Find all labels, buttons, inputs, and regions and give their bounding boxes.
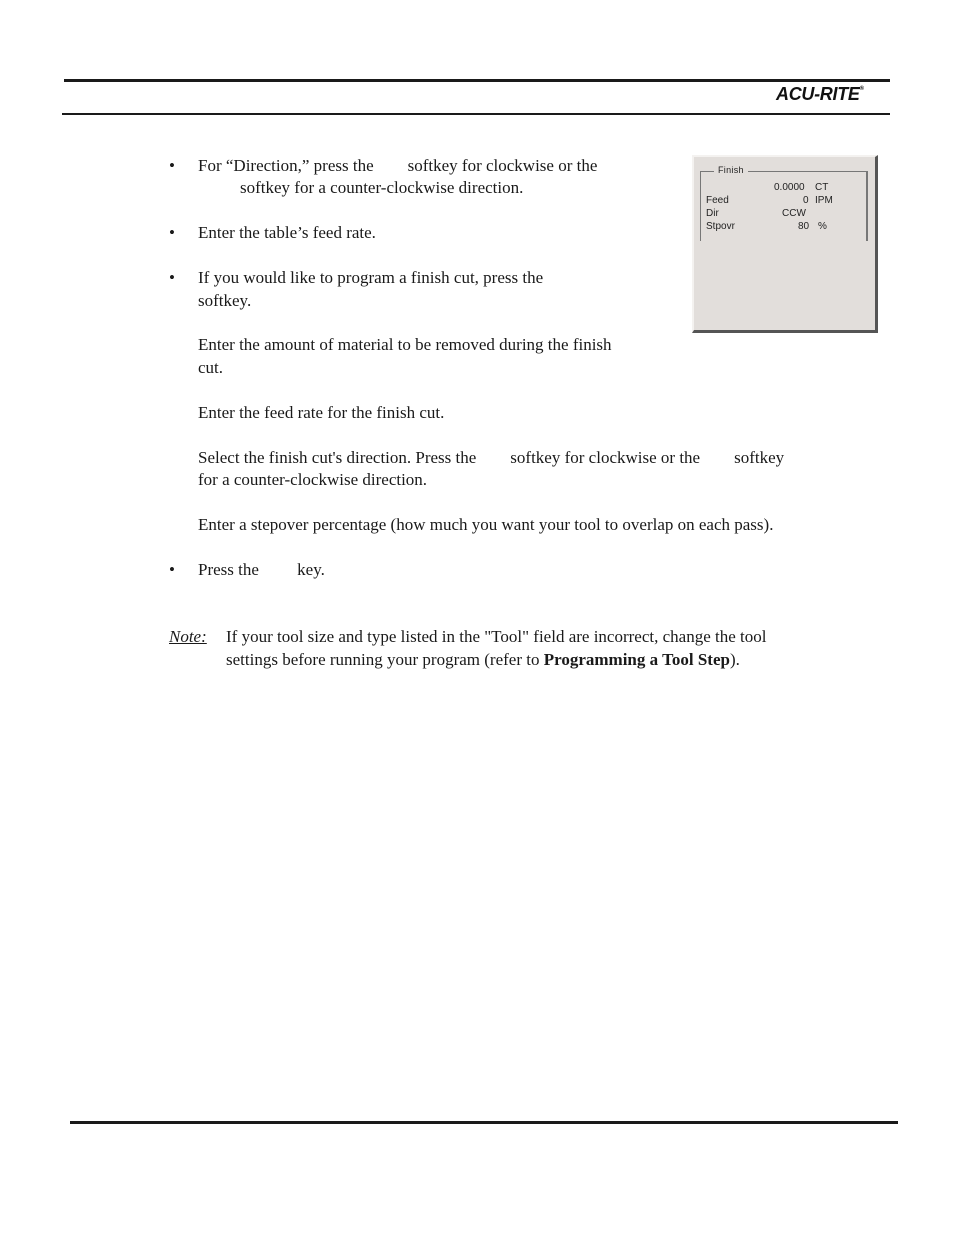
finish-screen-panel bbox=[692, 155, 878, 333]
direction-instruction-line2: softkey for a counter-clockwise direction. bbox=[240, 178, 524, 197]
header-rule-top bbox=[64, 79, 890, 82]
note-text-line2: settings before running your program (refer to Programming a Tool Step). bbox=[226, 650, 740, 669]
finish-feed-instruction: Enter the feed rate for the finish cut. bbox=[198, 403, 445, 422]
programming-tool-step-reference: Programming a Tool Step bbox=[543, 650, 730, 669]
dir-value: CCW bbox=[782, 208, 806, 219]
note-label: Note: bbox=[169, 627, 207, 646]
bullet-marker: • bbox=[169, 268, 175, 287]
finish-cut-value: 0.0000 bbox=[774, 182, 805, 193]
feed-rate-instruction: Enter the table’s feed rate. bbox=[198, 223, 376, 242]
dir-label: Dir bbox=[706, 208, 719, 219]
finish-direction-instruction-line2: for a counter-clockwise direction. bbox=[198, 470, 428, 489]
bullet-marker: • bbox=[169, 223, 175, 242]
finish-direction-instruction-line1: Select the finish cut's direction. Press the softkey for clockwise or the softkey bbox=[198, 448, 785, 467]
finish-cut-instruction-line2: softkey. bbox=[198, 291, 252, 310]
header-rule-bottom bbox=[62, 113, 890, 115]
note-text-line1: If your tool size and type listed in the "Tool" field are incorrect, change the tool bbox=[226, 627, 767, 646]
finish-amount-instruction-line1: Enter the amount of material to be removed during the finish bbox=[198, 335, 612, 354]
acu-rite-logo: ACU-RITE® bbox=[776, 84, 864, 104]
bullet-marker: • bbox=[169, 560, 175, 579]
finish-amount-instruction-line2: cut. bbox=[198, 358, 224, 377]
finish-cut-unit: CT bbox=[815, 182, 829, 193]
stpovr-value: 80 bbox=[798, 221, 810, 232]
finish-group-title: Finish bbox=[714, 165, 748, 175]
feed-label: Feed bbox=[706, 195, 729, 206]
stepover-instruction: Enter a stepover percentage (how much you want your tool to overlap on each pass). bbox=[198, 515, 774, 534]
direction-instruction-line1: For “Direction,” press the softkey for clockwise or the bbox=[198, 156, 598, 175]
press-key-instruction: Press the key. bbox=[198, 560, 325, 579]
footer-rule bbox=[70, 1121, 898, 1124]
stpovr-unit: % bbox=[818, 221, 827, 232]
stpovr-label: Stpovr bbox=[706, 221, 735, 232]
bullet-marker: • bbox=[169, 156, 175, 175]
feed-value: 0 bbox=[803, 195, 809, 206]
finish-cut-instruction-line1: If you would like to program a finish cut, press the bbox=[198, 268, 544, 287]
feed-unit: IPM bbox=[815, 195, 833, 206]
